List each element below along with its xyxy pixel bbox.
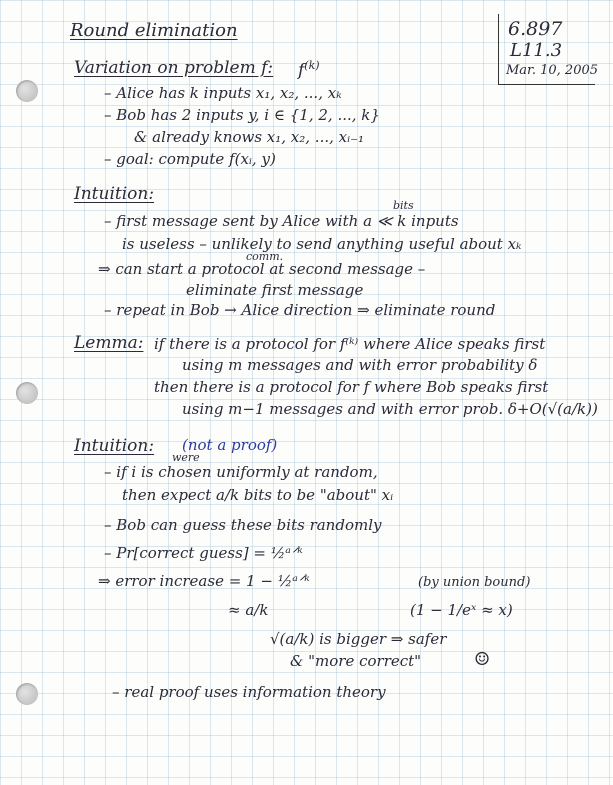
- more-correct-note: & "more correct": [290, 652, 422, 670]
- intuition2-line-6: – real proof uses information theory: [112, 683, 386, 701]
- binder-hole-middle: [16, 382, 38, 404]
- intuition2-line-5: ⇒ error increase = 1 − ½ᵃᐟᵏ: [98, 572, 310, 590]
- fk-sup: (k): [304, 59, 320, 72]
- course-number: 6.897: [508, 18, 563, 40]
- comm-note: comm.: [246, 250, 284, 263]
- binder-hole-bottom: [16, 683, 38, 705]
- smiley-face-icon: ☺: [474, 649, 491, 670]
- lemma-line-1: if there is a protocol for f⁽ᵏ⁾ where Alice speaks first: [154, 335, 546, 353]
- not-a-proof-note: (not a proof): [182, 436, 278, 454]
- variation-fk: [298, 60, 320, 80]
- lemma-line-2: using m messages and with error probability δ: [182, 356, 538, 374]
- page-title: Round elimination: [70, 20, 238, 41]
- intuition1-line-1: – first message sent by Alice with a ≪ k inputs: [104, 212, 459, 230]
- variation-bob: – Bob has 2 inputs y, i ∈ {1, 2, ..., k}: [104, 106, 380, 124]
- approx-a-over-k: ≈ a/k: [228, 601, 269, 619]
- intuition2-line-1: – if i is chosen uniformly at random,: [104, 463, 378, 481]
- intuition1-line-3: ⇒ can start a protocol at second message –: [98, 260, 426, 278]
- intuition2-heading: Intuition:: [74, 436, 155, 456]
- intuition1-line-4: eliminate first message: [186, 281, 364, 299]
- fk-f: f: [298, 60, 305, 81]
- lemma-line-4: using m−1 messages and with error prob. δ+O(√(a/k)): [182, 400, 598, 418]
- union-bound-note: (by union bound): [418, 575, 531, 590]
- intuition2-line-2: then expect a/k bits to be "about" xᵢ: [122, 486, 394, 504]
- lemma-heading: Lemma:: [74, 333, 144, 353]
- lemma-line-3: then there is a protocol for f where Bob speaks first: [154, 378, 549, 396]
- variation-alice: – Alice has k inputs x₁, x₂, ..., xₖ: [104, 84, 342, 102]
- intuition1-line-5: – repeat in Bob → Alice direction ⇒ eliminate round: [104, 301, 496, 319]
- intuition2-line-4: – Pr[correct guess] = ½ᵃᐟᵏ: [104, 544, 303, 562]
- binder-hole-top: [16, 80, 38, 102]
- intuition2-line-3: – Bob can guess these bits randomly: [104, 516, 382, 534]
- intuition1-heading: Intuition:: [74, 184, 155, 204]
- intuition1-line-2: is useless – unlikely to send anything useful about xₖ: [122, 235, 522, 253]
- lecture-number: L11.3: [510, 40, 563, 61]
- lecture-date: Mar. 10, 2005: [506, 63, 599, 78]
- variation-knows: & already knows x₁, x₂, ..., xᵢ₋₁: [134, 128, 365, 146]
- bits-note: bits: [393, 199, 414, 212]
- variation-goal: – goal: compute f(xᵢ, y): [104, 150, 276, 168]
- variation-heading: Variation on problem f:: [74, 58, 274, 78]
- were-note: were: [172, 451, 200, 464]
- sqrt-bigger-note: √(a/k) is bigger ⇒ safer: [270, 630, 447, 648]
- inequality-note: (1 − 1/eˣ ≈ x): [410, 601, 513, 619]
